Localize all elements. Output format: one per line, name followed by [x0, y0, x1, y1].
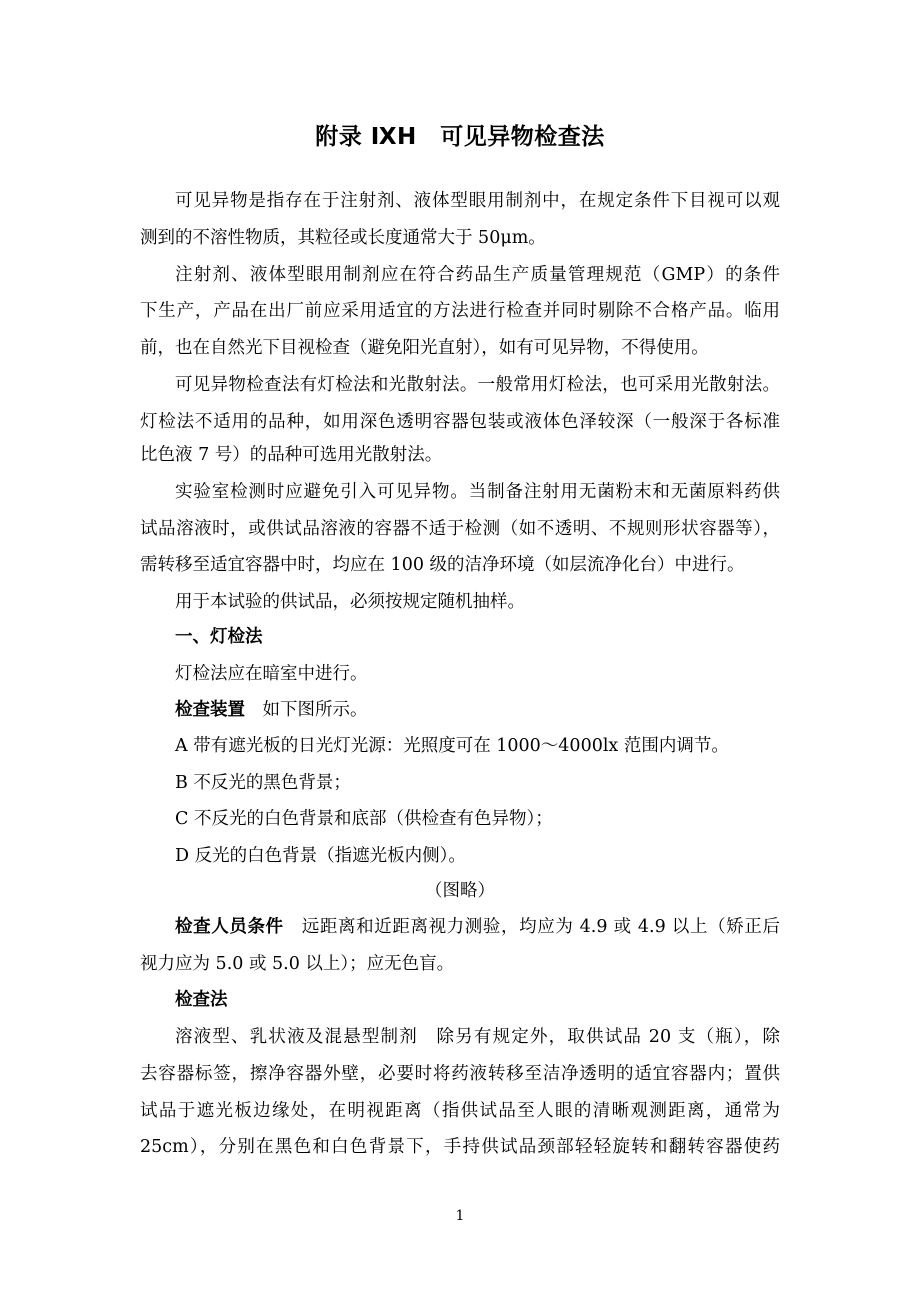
list-item: C 不反光的白色背景和底部（供检查有色异物）；	[175, 809, 553, 829]
paragraph-line: 可见异物检查法有灯检法和光散射法。一般常用灯检法，也可采用光散射法。	[175, 375, 780, 395]
paragraph-line: 可见异物是指存在于注射剂、液体型眼用制剂中，在规定条件下目视可以观	[175, 191, 780, 211]
paragraph-line: 25cm），分别在黑色和白色背景下，手持供试品颈部轻轻旋转和翻转容器使药	[140, 1137, 780, 1157]
device-line	[175, 696, 780, 724]
paragraph-line: 溶液型、乳状液及混悬型制剂 除另有规定外，取供试品 20 支（瓶），除	[175, 1027, 780, 1047]
paragraph-line: 试品溶液时，或供试品溶液的容器不适于检测（如不透明、不规则形状容器等），	[140, 519, 780, 539]
section-heading: 一、灯检法	[175, 627, 263, 647]
paragraph-line: 视力应为 5.0 或 5.0 以上）；应无色盲。	[140, 954, 455, 974]
paragraph-line: 注射剂、液体型眼用制剂应在符合药品生产质量管理规范（GMP）的条件	[175, 265, 780, 285]
page-number: 1	[455, 1208, 465, 1224]
paragraph-line: 下生产，产品在出厂前应采用适宜的方法进行检查并同时剔除不合格产品。临用	[140, 301, 780, 321]
method-heading: 检查法	[175, 990, 228, 1010]
personnel-text: 远距离和近距离视力测验，均应为 4.9 或 4.9 以上（矫正后	[283, 917, 780, 937]
paragraph-line: 灯检法应在暗室中进行。	[175, 664, 368, 684]
list-item: B 不反光的黑色背景；	[175, 773, 351, 793]
device-label: 检查装置	[175, 700, 245, 720]
paragraph-line: 实验室检测时应避免引入可见异物。当制备注射用无菌粉末和无菌原料药供	[175, 482, 780, 502]
page-title: 附录 ⅨH 可见异物检查法	[315, 124, 605, 150]
paragraph-line: 试品于遮光板边缘处，在明视距离（指供试品至人眼的清晰观测距离，通常为	[140, 1101, 780, 1121]
paragraph-line: 需转移至适宜容器中时，均应在 100 级的洁净环境（如层流净化台）中进行。	[140, 555, 745, 575]
paragraph-line: 比色液 7 号）的品种可选用光散射法。	[140, 445, 443, 465]
list-item: A 带有遮光板的日光灯光源：光照度可在 1000～4000lx 范围内调节。	[175, 736, 729, 756]
paragraph-line: 用于本试验的供试品，必须按规定随机抽样。	[175, 592, 525, 612]
device-text: 如下图所示。	[245, 700, 368, 720]
paragraph-line: 前，也在自然光下目视检查（避免阳光直射），如有可见异物，不得使用。	[140, 338, 709, 358]
paragraph-line: 灯检法不适用的品种，如用深色透明容器包装或液体色泽较深（一般深于各标准	[140, 412, 780, 432]
paragraph-line: 去容器标签，擦净容器外壁，必要时将药液转移至洁净透明的适宜容器内；置供	[140, 1064, 780, 1084]
list-item: D 反光的白色背景（指遮光板内侧）。	[175, 846, 466, 866]
paragraph-line: 测到的不溶性物质，其粒径或长度通常大于 50μm。	[140, 228, 546, 248]
figure-note: （图略）	[425, 881, 495, 901]
personnel-line	[175, 913, 780, 941]
personnel-label: 检查人员条件	[175, 917, 284, 937]
